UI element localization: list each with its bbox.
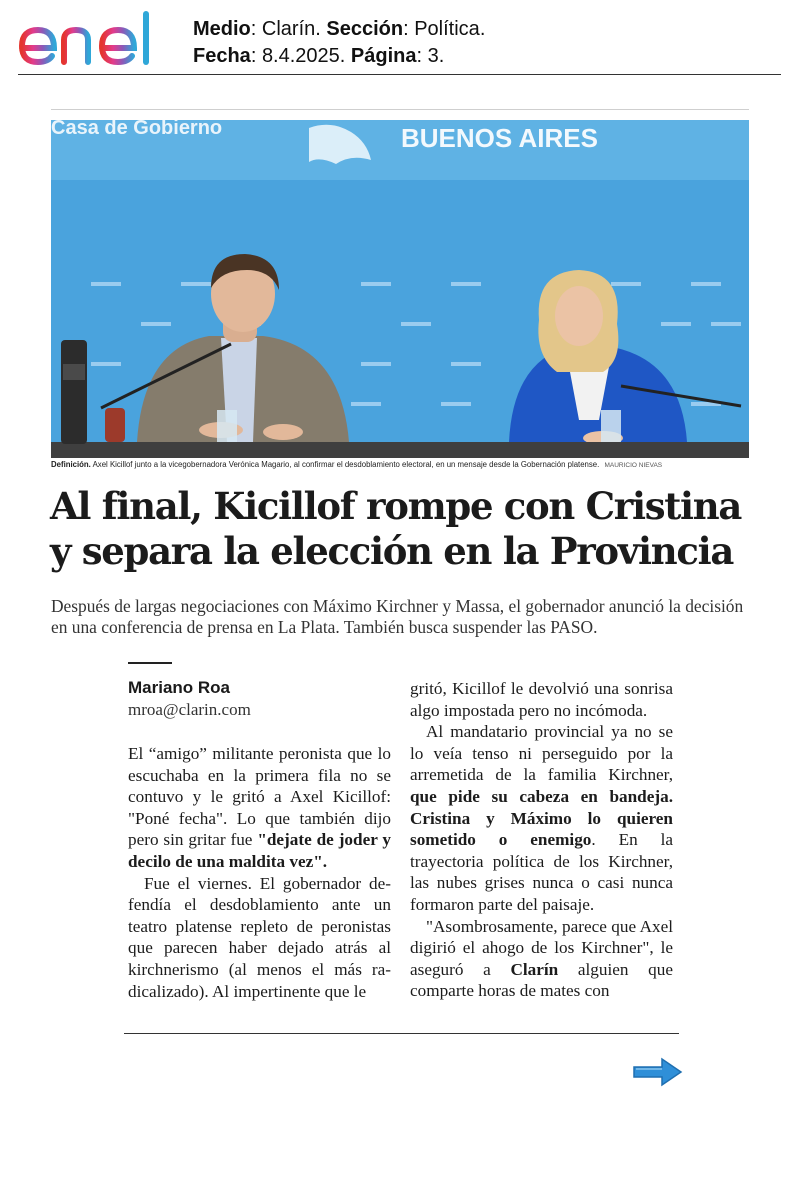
p3-text: Al mandatario provincial ya no se lo veía tenso ni perseguido por la arremetida de la familia Kirchner, xyxy=(410,722,673,785)
p4-text: "Asombrosamente, parece que Axel digirió el ahogo de los Kirchner", le aseguró a xyxy=(410,916,673,979)
seccion-label: Sección xyxy=(326,18,404,40)
author-name: Mariano Roa xyxy=(128,678,231,697)
caption-text: Axel Kicillof junto a la vicegobernadora Verónica Magario, al confirmar el desdoblamiento electoral, en un mensaje desde la Gobernación platense. xyxy=(92,460,600,469)
clipping-meta: Medio: Clarín. Sección: Política. Fecha: 8.4.2025. Página: 3. xyxy=(193,18,486,67)
paragraph-2-continued xyxy=(410,678,673,721)
enel-logo xyxy=(18,10,173,68)
photo-caption xyxy=(51,460,749,469)
paragraph-2 xyxy=(128,873,391,1003)
p3-rest: . En la trayectoria política de los Kirchner, las nubes grises nunca o casi nunca formaron parte del paisaje. xyxy=(410,830,673,914)
p3-bold: que pide su cabeza en bandeja. Cristina y Máximo lo quieren sometido o enemigo xyxy=(410,786,673,850)
bottom-divider xyxy=(124,1033,679,1034)
pagina-value: 3 xyxy=(427,45,439,67)
backdrop-right-text: BUENOS AIRES xyxy=(401,123,598,153)
fecha-value: 8.4.2025 xyxy=(261,45,340,67)
p2-text: Fue el viernes. El gobernador defendía el desdoblamiento ante un teatro platense repleto de peronistas que parecen haber dejado atrás al kirchnerismo (al menos el más radicalizado). Al impertinente que le xyxy=(128,873,391,1001)
clipping-header xyxy=(18,8,781,75)
subheadline: Después de largas negociaciones con Máximo Kirchner y Massa, el gobernador anunció la decisión en una conferencia de prensa en La Plata. También busca suspender las PASO. xyxy=(51,596,744,637)
headline xyxy=(50,484,760,574)
fecha-label: Fecha xyxy=(193,45,251,67)
photo-credit: MAURICIO NIEVAS xyxy=(604,462,663,469)
paragraph-4 xyxy=(410,916,673,1002)
p2-cont: gritó, Kicillof le devolvió una sonrisa algo impostada pero no incómoda. xyxy=(410,679,673,720)
p1-bold: "dejate de joder y decilo de una maldita vez". xyxy=(128,830,391,871)
seccion-value: Política xyxy=(414,18,480,40)
headline-line-2: y separa la elección en la Provincia xyxy=(50,529,734,573)
p4-bold: Clarín xyxy=(510,959,559,979)
author-email: mroa@clarin.com xyxy=(128,700,251,719)
p1-text: El “amigo” militante peronista que lo escuchaba en la primera fila no se contuvo y le gritó a Axel Kicillof: "Poné fecha". Lo que también dijo pero sin gritar fue xyxy=(128,744,391,850)
paragraph-3 xyxy=(410,721,673,915)
caption-lead: Definición. xyxy=(51,460,91,469)
headline-line-1: Al final, Kicillof rompe con Cristina xyxy=(50,484,742,528)
arrow-right-icon[interactable] xyxy=(632,1056,684,1088)
backdrop-left-text: Casa de Gobierno xyxy=(51,120,223,139)
medio-label: Medio xyxy=(193,18,251,40)
top-divider xyxy=(51,109,749,110)
byline-rule xyxy=(128,662,172,664)
article-column-1 xyxy=(128,743,391,1002)
press-conference-photo xyxy=(51,120,749,458)
article-column-2 xyxy=(410,678,673,1002)
medio-value: Clarín xyxy=(261,18,316,40)
paragraph-1 xyxy=(128,743,391,873)
pagina-label: Página xyxy=(350,45,417,67)
p4-rest: alguien que comparte horas de mates con xyxy=(410,959,673,1001)
